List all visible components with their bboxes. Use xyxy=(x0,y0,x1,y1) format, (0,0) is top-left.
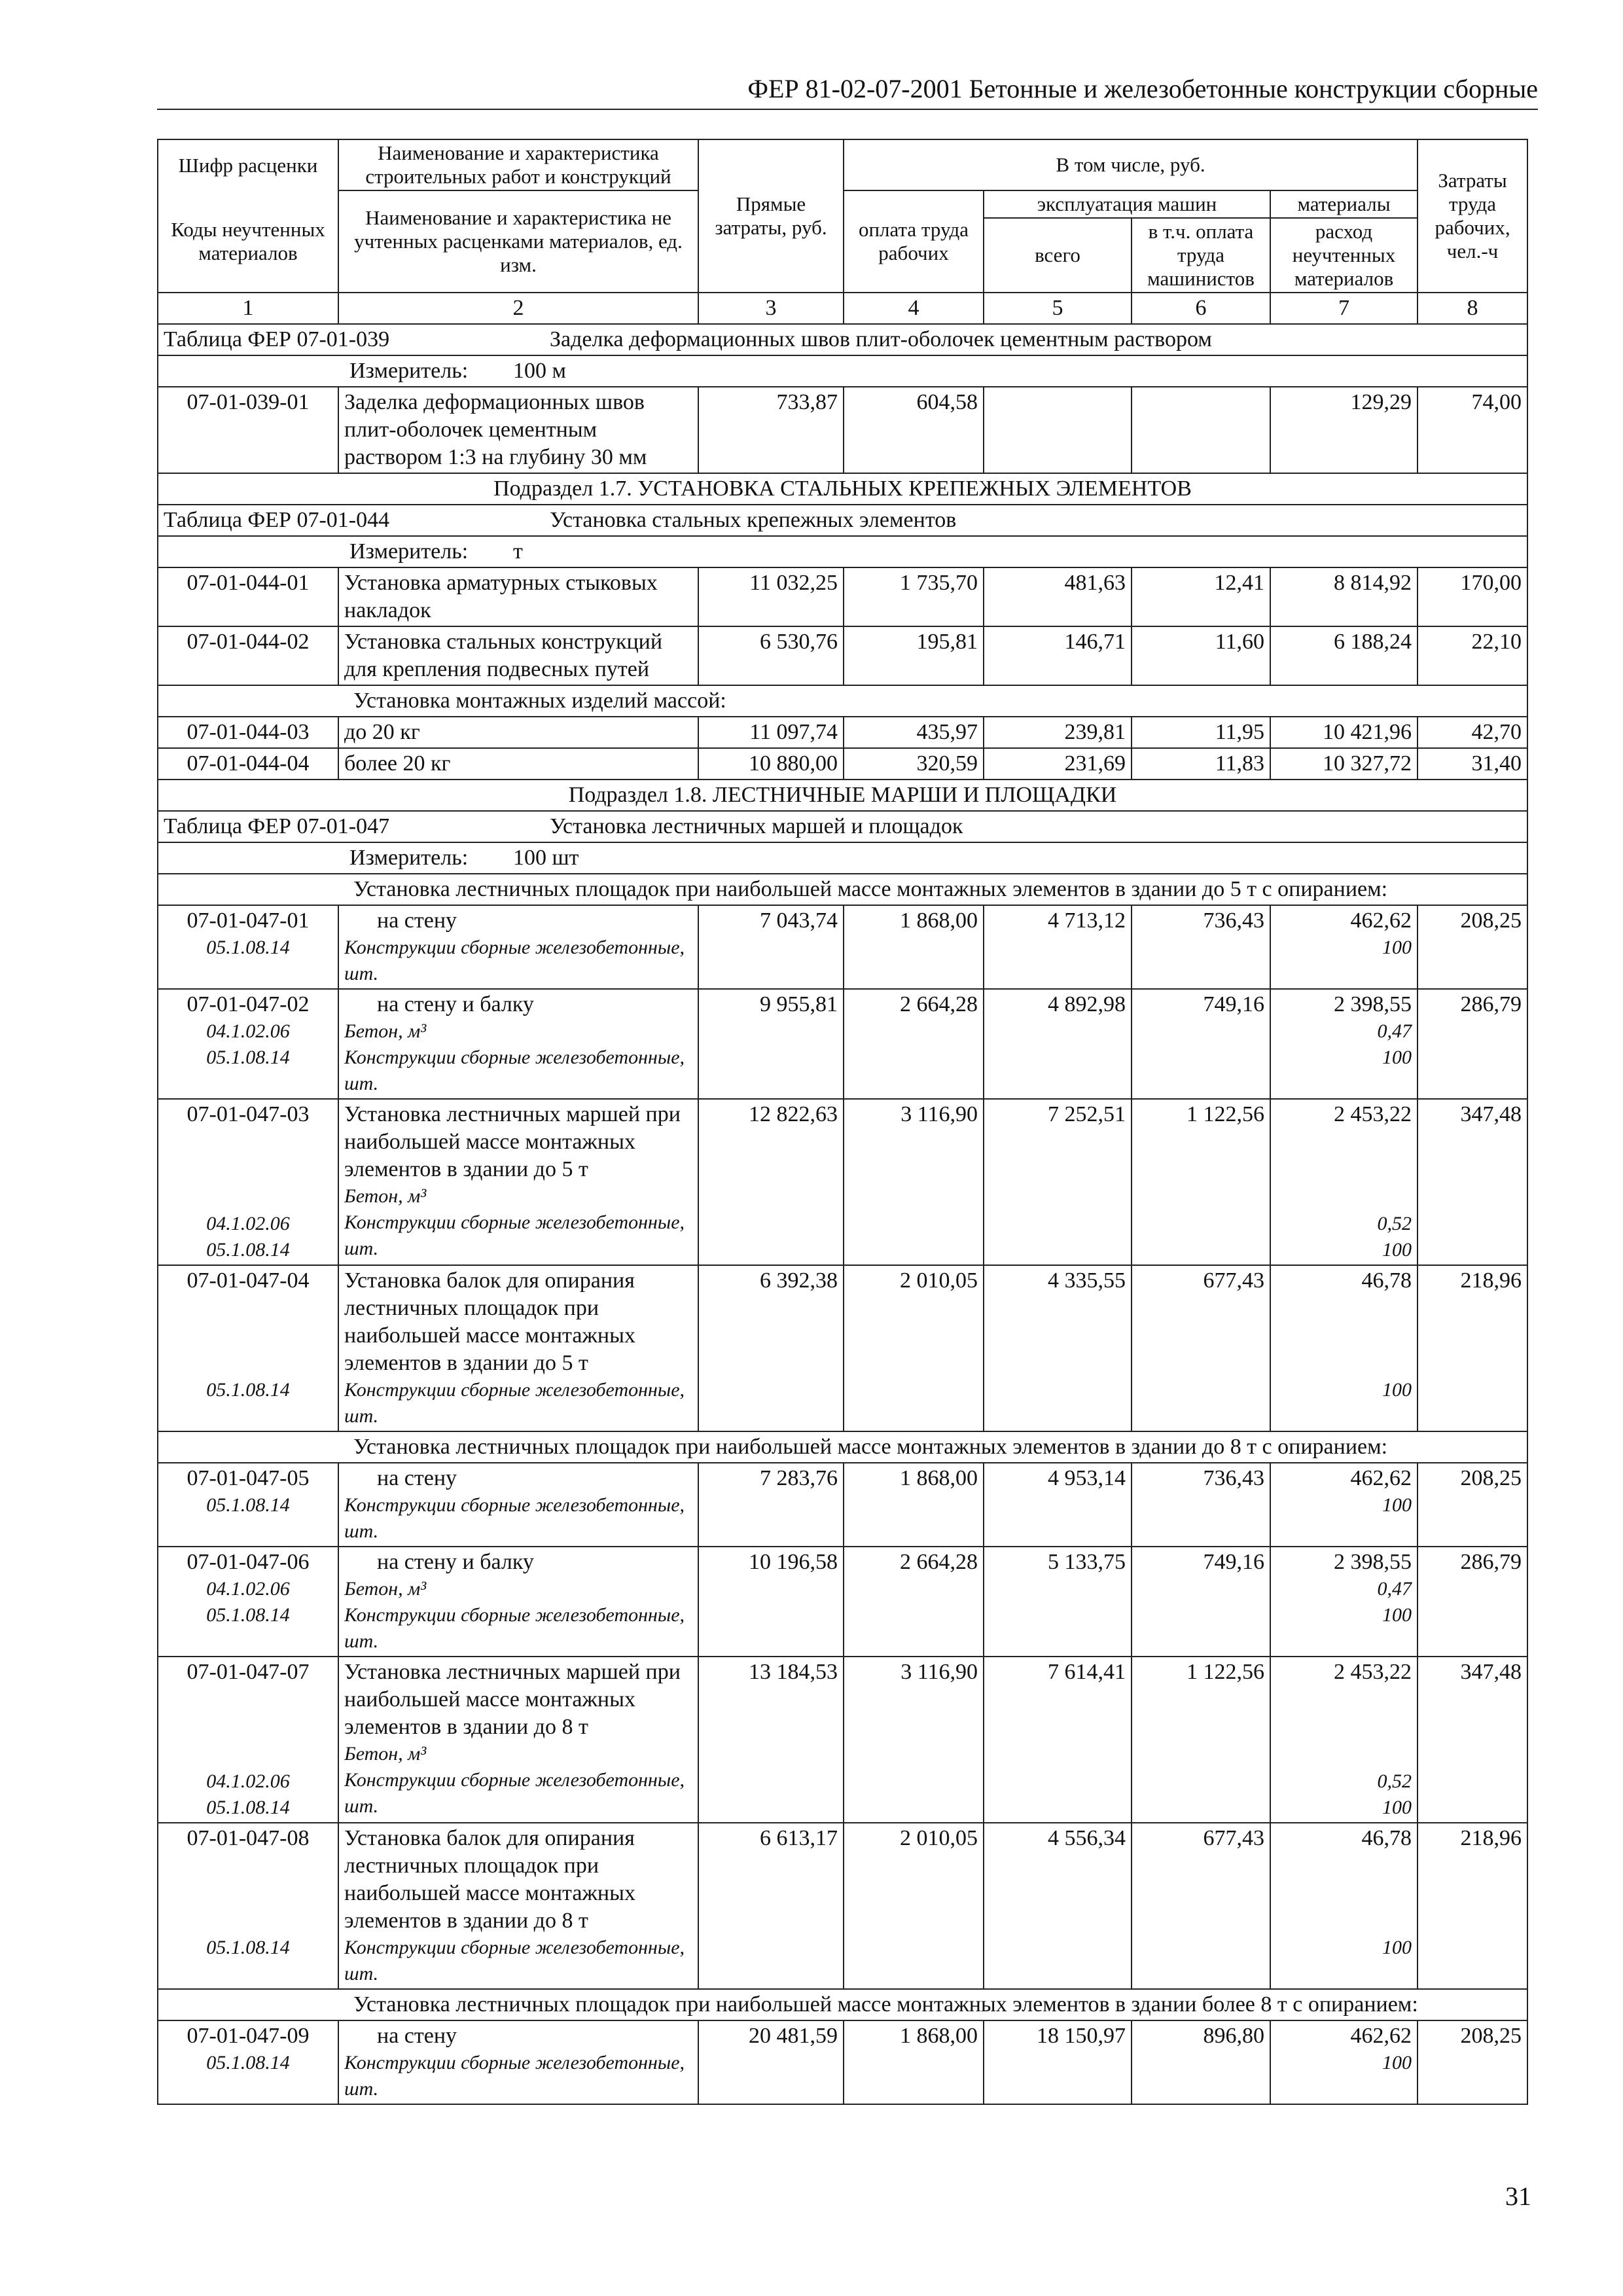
labor-hours: 218,96 xyxy=(1418,1265,1527,1431)
col-direct-header: Прямые затраты, руб. xyxy=(698,139,844,293)
table-code: Таблица ФЕР 07-01-039 xyxy=(164,327,390,351)
machine-wage: 11,83 xyxy=(1132,748,1270,780)
machine-total: 4 335,55 xyxy=(984,1265,1132,1431)
direct-cost: 11 032,25 xyxy=(698,567,844,626)
group-row xyxy=(158,1989,1527,2020)
direct-cost: 9 955,81 xyxy=(698,989,844,1099)
direct-cost: 6 613,17 xyxy=(698,1823,844,1989)
material-name: Бетон, м³ xyxy=(344,1578,427,1600)
materials: 2 398,55 xyxy=(1334,1550,1412,1574)
material-code: 04.1.02.06 xyxy=(206,1020,290,1042)
table-row xyxy=(158,905,1527,989)
material-code: 05.1.08.14 xyxy=(206,1604,290,1626)
direct-cost: 12 822,63 xyxy=(698,1099,844,1265)
measure-label: Измеритель: xyxy=(349,846,469,870)
labor-hours: 208,25 xyxy=(1418,1463,1527,1547)
machine-wage: 736,43 xyxy=(1132,905,1270,989)
running-header: ФЕР 81-02-07-2001 Бетонные и железобетонные конструкции сборные xyxy=(747,74,1538,103)
table-title: Установка лестничных маршей и площадок xyxy=(550,814,963,838)
rate-name-cell xyxy=(338,1657,698,1823)
rate-name: Установка лестничных маршей при наибольшей массе монтажных элементов в здании до 5 т xyxy=(344,1102,681,1181)
machine-total: 4 953,14 xyxy=(984,1463,1132,1547)
materials-cell xyxy=(1270,1547,1418,1657)
materials: 46,78 xyxy=(1361,1268,1412,1293)
material-code: 05.1.08.14 xyxy=(206,1937,290,1958)
material-qty: 100 xyxy=(1382,937,1412,958)
direct-cost: 20 481,59 xyxy=(698,2020,844,2104)
worker-wage: 1 868,00 xyxy=(844,905,984,989)
machine-wage: 11,60 xyxy=(1132,626,1270,685)
material-code: 05.1.08.14 xyxy=(206,1379,290,1401)
table-row xyxy=(158,1463,1527,1547)
materials: 10 421,96 xyxy=(1270,717,1418,748)
table-title-row xyxy=(158,811,1527,842)
machine-total: 4 892,98 xyxy=(984,989,1132,1099)
rate-code: 07-01-044-03 xyxy=(158,717,338,748)
table-row xyxy=(158,567,1527,626)
table-title: Заделка деформационных швов плит-оболочек цементным раствором xyxy=(550,327,1212,351)
materials: 462,62 xyxy=(1350,908,1412,933)
table-row xyxy=(158,1547,1527,1657)
worker-wage: 1 868,00 xyxy=(844,2020,984,2104)
table-title-row xyxy=(158,324,1527,355)
labor-hours: 42,70 xyxy=(1418,717,1527,748)
material-code: 04.1.02.06 xyxy=(206,1578,290,1600)
machine-wage: 749,16 xyxy=(1132,989,1270,1099)
col-name-header: Наименование и характеристика строительных работ и конструкций xyxy=(338,139,698,190)
col-index: 2 xyxy=(338,293,698,324)
material-qty: 100 xyxy=(1382,1494,1412,1516)
materials-cell xyxy=(1270,1657,1418,1823)
labor-hours: 218,96 xyxy=(1418,1823,1527,1989)
direct-cost: 6 392,38 xyxy=(698,1265,844,1431)
rate-name-cell xyxy=(338,1265,698,1431)
direct-cost: 10 880,00 xyxy=(698,748,844,780)
materials: 462,62 xyxy=(1350,2024,1412,2048)
table-row xyxy=(158,748,1527,780)
table-row xyxy=(158,1265,1527,1431)
materials-cell xyxy=(1270,1099,1418,1265)
worker-wage: 320,59 xyxy=(844,748,984,780)
rate-name-cell xyxy=(338,989,698,1099)
labor-hours: 347,48 xyxy=(1418,1657,1527,1823)
material-code: 05.1.08.14 xyxy=(206,2052,290,2073)
machine-wage: 1 122,56 xyxy=(1132,1099,1270,1265)
rate-name: до 20 кг xyxy=(338,717,698,748)
col-index: 1 xyxy=(158,293,338,324)
worker-wage: 1 735,70 xyxy=(844,567,984,626)
materials-cell xyxy=(1270,1463,1418,1547)
col-mat-header: материалы xyxy=(1270,190,1418,218)
rate-code: 07-01-047-07 04.1.02.06 05.1.08.14 xyxy=(158,1657,338,1823)
material-qty: 100 xyxy=(1382,1604,1412,1626)
rate-code: 07-01-047-02 04.1.02.06 05.1.08.14 xyxy=(158,989,338,1099)
material-qty: 100 xyxy=(1382,1379,1412,1401)
rate-name: на стену xyxy=(377,908,457,933)
rate-name: на стену и балку xyxy=(377,992,534,1016)
materials-cell xyxy=(1270,2020,1418,2104)
col-name-sub-header: Наименование и характеристика не учтенных расценками материалов, ед. изм. xyxy=(338,190,698,293)
table-row xyxy=(158,717,1527,748)
page-number: 31 xyxy=(1505,2181,1531,2211)
direct-cost: 11 097,74 xyxy=(698,717,844,748)
machine-total: 7 252,51 xyxy=(984,1099,1132,1265)
measure-value: т xyxy=(513,539,523,564)
machine-total xyxy=(984,387,1132,473)
labor-hours: 22,10 xyxy=(1418,626,1527,685)
table-row xyxy=(158,1823,1527,1989)
rate-code: 07-01-047-03 04.1.02.06 05.1.08.14 xyxy=(158,1099,338,1265)
machine-wage: 677,43 xyxy=(1132,1265,1270,1431)
material-qty: 100 xyxy=(1382,2052,1412,2073)
col-index: 6 xyxy=(1132,293,1270,324)
labor-hours: 347,48 xyxy=(1418,1099,1527,1265)
measure-label: Измеритель: xyxy=(349,359,469,383)
materials: 129,29 xyxy=(1270,387,1418,473)
col-index: 5 xyxy=(984,293,1132,324)
measure-label: Измеритель: xyxy=(349,539,469,564)
rate-name: на стену xyxy=(377,2024,457,2048)
worker-wage: 1 868,00 xyxy=(844,1463,984,1547)
materials: 462,62 xyxy=(1350,1466,1412,1490)
machine-total: 146,71 xyxy=(984,626,1132,685)
price-table xyxy=(157,139,1528,2105)
rate-name-cell xyxy=(338,905,698,989)
rate-code: 07-01-047-01 05.1.08.14 xyxy=(158,905,338,989)
labor-hours: 170,00 xyxy=(1418,567,1527,626)
material-code: 05.1.08.14 xyxy=(206,937,290,958)
materials: 2 453,22 xyxy=(1334,1102,1412,1126)
worker-wage: 2 010,05 xyxy=(844,1823,984,1989)
rate-name: на стену и балку xyxy=(377,1550,534,1574)
rate-code: 07-01-047-06 04.1.02.06 05.1.08.14 xyxy=(158,1547,338,1657)
rate-code: 07-01-047-05 05.1.08.14 xyxy=(158,1463,338,1547)
labor-hours: 208,25 xyxy=(1418,2020,1527,2104)
material-name: Конструкции сборные железобетонные, шт. xyxy=(344,1379,685,1427)
rate-name-cell xyxy=(338,2020,698,2104)
machine-total: 7 614,41 xyxy=(984,1657,1132,1823)
rate-code: 07-01-039-01 xyxy=(158,387,338,473)
material-qty: 100 xyxy=(1382,1797,1412,1818)
rate-name: Установка арматурных стыковых накладок xyxy=(338,567,698,626)
labor-hours: 31,40 xyxy=(1418,748,1527,780)
machine-wage: 736,43 xyxy=(1132,1463,1270,1547)
group-title: Установка лестничных площадок при наибольшей массе монтажных элементов в здании до 5 т с опиранием: xyxy=(353,877,1388,901)
rate-name-cell xyxy=(338,1547,698,1657)
worker-wage: 3 116,90 xyxy=(844,1657,984,1823)
machine-wage: 677,43 xyxy=(1132,1823,1270,1989)
material-qty: 0,47 xyxy=(1377,1020,1412,1042)
direct-cost: 6 530,76 xyxy=(698,626,844,685)
col-code-header: Шифр расценки xyxy=(158,139,338,190)
col-mach-header: эксплуатация машин xyxy=(984,190,1270,218)
rate-code: 07-01-044-01 xyxy=(158,567,338,626)
rate-code: 07-01-047-09 05.1.08.14 xyxy=(158,2020,338,2104)
col-wage-header: оплата труда рабочих xyxy=(844,190,984,293)
machine-wage: 12,41 xyxy=(1132,567,1270,626)
table-row xyxy=(158,1099,1527,1265)
materials: 2 453,22 xyxy=(1334,1660,1412,1684)
machine-total: 4 713,12 xyxy=(984,905,1132,989)
material-qty: 100 xyxy=(1382,1239,1412,1261)
machine-total: 4 556,34 xyxy=(984,1823,1132,1989)
rate-name-cell xyxy=(338,1463,698,1547)
header-row-1 xyxy=(158,139,1527,190)
rate-name: Установка балок для опирания лестничных площадок при наибольшей массе монтажных элементов в здании до 5 т xyxy=(344,1268,635,1375)
section-row xyxy=(158,780,1527,811)
group-title: Установка монтажных изделий массой: xyxy=(353,689,726,713)
materials-cell xyxy=(1270,1265,1418,1431)
material-qty: 100 xyxy=(1382,1937,1412,1958)
table-row xyxy=(158,1657,1527,1823)
material-code: 05.1.08.14 xyxy=(206,1797,290,1818)
material-name: Конструкции сборные железобетонные, шт. xyxy=(344,1769,685,1817)
worker-wage: 2 664,28 xyxy=(844,989,984,1099)
rate-name: Установка лестничных маршей при наибольшей массе монтажных элементов в здании до 8 т xyxy=(344,1660,681,1739)
material-name: Конструкции сборные железобетонные, шт. xyxy=(344,1047,685,1094)
table-row xyxy=(158,387,1527,473)
machine-wage: 11,95 xyxy=(1132,717,1270,748)
table-title: Установка стальных крепежных элементов xyxy=(550,508,957,532)
group-title: Установка лестничных площадок при наибольшей массе монтажных элементов в здании более 8 т с опиранием: xyxy=(353,1992,1418,2017)
rate-code: 07-01-044-02 xyxy=(158,626,338,685)
machine-wage: 749,16 xyxy=(1132,1547,1270,1657)
rate-code: 07-01-047-08 05.1.08.14 xyxy=(158,1823,338,1989)
material-name: Конструкции сборные железобетонные, шт. xyxy=(344,937,685,984)
worker-wage: 2 010,05 xyxy=(844,1265,984,1431)
material-qty: 0,52 xyxy=(1377,1770,1412,1792)
materials: 2 398,55 xyxy=(1334,992,1412,1016)
direct-cost: 733,87 xyxy=(698,387,844,473)
machine-wage: 896,80 xyxy=(1132,2020,1270,2104)
rate-name: на стену xyxy=(377,1466,457,1490)
group-title: Установка лестничных площадок при наибольшей массе монтажных элементов в здании до 8 т с опиранием: xyxy=(353,1435,1388,1459)
machine-total: 481,63 xyxy=(984,567,1132,626)
rate-name: более 20 кг xyxy=(338,748,698,780)
material-name: Бетон, м³ xyxy=(344,1743,427,1765)
col-index: 4 xyxy=(844,293,984,324)
measure-row xyxy=(158,842,1527,874)
labor-hours: 208,25 xyxy=(1418,905,1527,989)
worker-wage: 2 664,28 xyxy=(844,1547,984,1657)
material-qty: 0,47 xyxy=(1377,1578,1412,1600)
material-qty: 100 xyxy=(1382,1047,1412,1068)
materials: 10 327,72 xyxy=(1270,748,1418,780)
material-name: Конструкции сборные железобетонные, шт. xyxy=(344,1604,685,1652)
rate-name: Установка стальных конструкций для крепления подвесных путей xyxy=(338,626,698,685)
direct-cost: 10 196,58 xyxy=(698,1547,844,1657)
material-code: 05.1.08.14 xyxy=(206,1494,290,1516)
rate-code: 07-01-044-04 xyxy=(158,748,338,780)
material-qty: 0,52 xyxy=(1377,1213,1412,1234)
materials: 6 188,24 xyxy=(1270,626,1418,685)
worker-wage: 435,97 xyxy=(844,717,984,748)
worker-wage: 195,81 xyxy=(844,626,984,685)
rate-name-cell xyxy=(338,1099,698,1265)
material-name: Бетон, м³ xyxy=(344,1185,427,1207)
material-code: 04.1.02.06 xyxy=(206,1213,290,1234)
rate-code: 07-01-047-04 05.1.08.14 xyxy=(158,1265,338,1431)
material-name: Конструкции сборные железобетонные, шт. xyxy=(344,1211,685,1259)
material-code: 04.1.02.06 xyxy=(206,1770,290,1792)
material-code: 05.1.08.14 xyxy=(206,1047,290,1068)
col-code-sub-header: Коды неучтенных материалов xyxy=(158,190,338,293)
table-title-row xyxy=(158,505,1527,536)
direct-cost: 13 184,53 xyxy=(698,1657,844,1823)
col-index: 3 xyxy=(698,293,844,324)
table-row xyxy=(158,2020,1527,2104)
col-mach-wage-header: в т.ч. оплата труда машинистов xyxy=(1132,218,1270,293)
material-name: Конструкции сборные железобетонные, шт. xyxy=(344,2052,685,2100)
labor-hours: 286,79 xyxy=(1418,989,1527,1099)
material-name: Бетон, м³ xyxy=(344,1020,427,1042)
machine-wage: 1 122,56 xyxy=(1132,1657,1270,1823)
material-code: 05.1.08.14 xyxy=(206,1239,290,1261)
direct-cost: 7 043,74 xyxy=(698,905,844,989)
measure-row xyxy=(158,536,1527,567)
col-incl-header: В том числе, руб. xyxy=(844,139,1418,190)
labor-hours: 286,79 xyxy=(1418,1547,1527,1657)
materials: 46,78 xyxy=(1361,1826,1412,1850)
worker-wage: 604,58 xyxy=(844,387,984,473)
col-mach-total-header: всего xyxy=(984,218,1132,293)
table-row xyxy=(158,989,1527,1099)
measure-value: 100 шт xyxy=(513,846,579,870)
group-row xyxy=(158,1431,1527,1463)
header-rule xyxy=(157,109,1538,110)
measure-row xyxy=(158,355,1527,387)
rate-name-cell xyxy=(338,1823,698,1989)
group-row xyxy=(158,685,1527,717)
direct-cost: 7 283,76 xyxy=(698,1463,844,1547)
machine-total: 239,81 xyxy=(984,717,1132,748)
materials-cell xyxy=(1270,905,1418,989)
materials-cell xyxy=(1270,1823,1418,1989)
table-code: Таблица ФЕР 07-01-047 xyxy=(164,814,390,838)
machine-total: 5 133,75 xyxy=(984,1547,1132,1657)
measure-value: 100 м xyxy=(513,359,567,383)
col-labor-header: Затраты труда рабочих, чел.-ч xyxy=(1418,139,1527,293)
column-index-row xyxy=(158,293,1527,324)
materials: 8 814,92 xyxy=(1270,567,1418,626)
machine-total: 231,69 xyxy=(984,748,1132,780)
section-row xyxy=(158,473,1527,505)
labor-hours: 74,00 xyxy=(1418,387,1527,473)
section-title: Подраздел 1.8. ЛЕСТНИЧНЫЕ МАРШИ И ПЛОЩАДКИ xyxy=(158,780,1527,811)
col-index: 8 xyxy=(1418,293,1527,324)
machine-wage xyxy=(1132,387,1270,473)
rate-name: Заделка деформационных швов плит-оболочек цементным раствором 1:3 на глубину 30 мм xyxy=(338,387,698,473)
worker-wage: 3 116,90 xyxy=(844,1099,984,1265)
materials-cell xyxy=(1270,989,1418,1099)
table-row xyxy=(158,626,1527,685)
section-title: Подраздел 1.7. УСТАНОВКА СТАЛЬНЫХ КРЕПЕЖНЫХ ЭЛЕМЕНТОВ xyxy=(158,473,1527,505)
machine-total: 18 150,97 xyxy=(984,2020,1132,2104)
group-row xyxy=(158,874,1527,905)
material-name: Конструкции сборные железобетонные, шт. xyxy=(344,1494,685,1542)
rate-name: Установка балок для опирания лестничных площадок при наибольшей массе монтажных элементов в здании до 8 т xyxy=(344,1826,635,1933)
col-index: 7 xyxy=(1270,293,1418,324)
col-mat-unacc-header: расход неучтенных материалов xyxy=(1270,218,1418,293)
material-name: Конструкции сборные железобетонные, шт. xyxy=(344,1937,685,1984)
table-code: Таблица ФЕР 07-01-044 xyxy=(164,508,390,532)
